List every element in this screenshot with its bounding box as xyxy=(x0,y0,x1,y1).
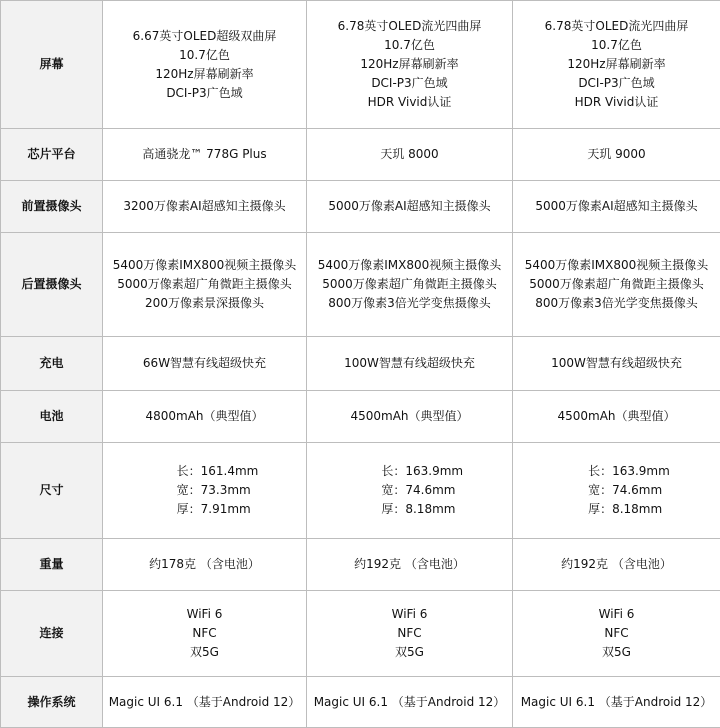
cell-model-3 xyxy=(513,677,720,728)
cell-model-2 xyxy=(307,1,513,129)
cell-model-2 xyxy=(307,539,513,591)
cell-line: NFC xyxy=(105,624,304,643)
row-front-camera xyxy=(1,181,720,233)
cell-model-2 xyxy=(307,233,513,337)
cell-line: 6.67英寸OLED超级双曲屏 xyxy=(105,27,304,46)
cell-model-3 xyxy=(513,181,720,233)
row-label: 操作系统 xyxy=(1,677,103,728)
cell-line: HDR Vivid认证 xyxy=(515,93,718,112)
cell-line: 800万像素3倍光学变焦摄像头 xyxy=(515,294,718,313)
cell-line: 天玑 8000 xyxy=(309,145,510,164)
cell-line: 3200万像素AI超感知主摄像头 xyxy=(105,197,304,216)
cell-line: 66W智慧有线超级快充 xyxy=(105,354,304,373)
cell-line: 100W智慧有线超级快充 xyxy=(309,354,510,373)
cell-model-1 xyxy=(103,677,307,728)
cell-line: 约192克 （含电池） xyxy=(309,555,510,574)
row-connectivity xyxy=(1,591,720,677)
cell-model-1 xyxy=(103,181,307,233)
row-label: 屏幕 xyxy=(1,1,103,129)
cell-model-1 xyxy=(103,539,307,591)
cell-line: 宽：74.6mm xyxy=(515,481,718,500)
cell-line: 4800mAh（典型值） xyxy=(105,407,304,426)
cell-line: 双5G xyxy=(515,643,718,662)
cell-line: WiFi 6 xyxy=(515,605,718,624)
cell-line: 厚：7.91mm xyxy=(105,500,304,519)
cell-line: HDR Vivid认证 xyxy=(309,93,510,112)
cell-line: 6.78英寸OLED流光四曲屏 xyxy=(309,17,510,36)
cell-model-3 xyxy=(513,233,720,337)
cell-model-3 xyxy=(513,539,720,591)
cell-line: 长：163.9mm xyxy=(309,462,510,481)
cell-line: 双5G xyxy=(105,643,304,662)
cell-line: 4500mAh（典型值） xyxy=(309,407,510,426)
cell-line: 100W智慧有线超级快充 xyxy=(515,354,718,373)
cell-line: 天玑 9000 xyxy=(515,145,718,164)
cell-model-2 xyxy=(307,677,513,728)
cell-line: 5000万像素AI超感知主摄像头 xyxy=(515,197,718,216)
cell-line: DCI-P3广色域 xyxy=(515,74,718,93)
row-charging xyxy=(1,337,720,391)
row-screen xyxy=(1,1,720,129)
cell-line: 厚：8.18mm xyxy=(515,500,718,519)
cell-model-1 xyxy=(103,1,307,129)
cell-line: 宽：74.6mm xyxy=(309,481,510,500)
cell-line: DCI-P3广色域 xyxy=(309,74,510,93)
cell-line: 5000万像素超广角微距主摄像头 xyxy=(515,275,718,294)
cell-line: 10.7亿色 xyxy=(309,36,510,55)
cell-line: 200万像素景深摄像头 xyxy=(105,294,304,313)
cell-line: 宽：73.3mm xyxy=(105,481,304,500)
cell-line: 长：161.4mm xyxy=(105,462,304,481)
cell-model-3 xyxy=(513,1,720,129)
row-label: 重量 xyxy=(1,539,103,591)
cell-model-1 xyxy=(103,129,307,181)
cell-line: 5000万像素AI超感知主摄像头 xyxy=(309,197,510,216)
cell-model-1 xyxy=(103,391,307,443)
cell-line: Magic UI 6.1 （基于Android 12） xyxy=(515,693,718,712)
row-chip xyxy=(1,129,720,181)
cell-model-3 xyxy=(513,391,720,443)
row-label: 前置摄像头 xyxy=(1,181,103,233)
cell-model-3 xyxy=(513,337,720,391)
cell-model-3 xyxy=(513,129,720,181)
cell-line: 约178克 （含电池） xyxy=(105,555,304,574)
cell-model-2 xyxy=(307,591,513,677)
cell-line: 120Hz屏幕刷新率 xyxy=(105,65,304,84)
cell-line: 5400万像素IMX800视频主摄像头 xyxy=(515,256,718,275)
row-os xyxy=(1,677,720,728)
row-label: 尺寸 xyxy=(1,443,103,539)
cell-model-2 xyxy=(307,337,513,391)
cell-line: 5000万像素超广角微距主摄像头 xyxy=(309,275,510,294)
cell-line: WiFi 6 xyxy=(309,605,510,624)
row-label: 后置摄像头 xyxy=(1,233,103,337)
cell-model-3 xyxy=(513,443,720,539)
row-dimensions xyxy=(1,443,720,539)
cell-model-2 xyxy=(307,443,513,539)
cell-line: 5400万像素IMX800视频主摄像头 xyxy=(105,256,304,275)
row-weight xyxy=(1,539,720,591)
cell-model-2 xyxy=(307,129,513,181)
cell-line: 10.7亿色 xyxy=(515,36,718,55)
cell-line: WiFi 6 xyxy=(105,605,304,624)
row-label: 芯片平台 xyxy=(1,129,103,181)
cell-line: NFC xyxy=(515,624,718,643)
cell-model-2 xyxy=(307,391,513,443)
cell-model-1 xyxy=(103,443,307,539)
row-label: 连接 xyxy=(1,591,103,677)
cell-line: 120Hz屏幕刷新率 xyxy=(309,55,510,74)
cell-line: 约192克 （含电池） xyxy=(515,555,718,574)
cell-line: 4500mAh（典型值） xyxy=(515,407,718,426)
row-label: 充电 xyxy=(1,337,103,391)
cell-line: 5000万像素超广角微距主摄像头 xyxy=(105,275,304,294)
cell-line: 6.78英寸OLED流光四曲屏 xyxy=(515,17,718,36)
cell-line: Magic UI 6.1 （基于Android 12） xyxy=(309,693,510,712)
row-label: 电池 xyxy=(1,391,103,443)
cell-line: 120Hz屏幕刷新率 xyxy=(515,55,718,74)
cell-line: NFC xyxy=(309,624,510,643)
row-battery xyxy=(1,391,720,443)
cell-line: 10.7亿色 xyxy=(105,46,304,65)
cell-model-3 xyxy=(513,591,720,677)
cell-model-1 xyxy=(103,233,307,337)
cell-line: 高通骁龙™ 778G Plus xyxy=(105,145,304,164)
cell-model-2 xyxy=(307,181,513,233)
cell-line: 双5G xyxy=(309,643,510,662)
cell-line: 长：163.9mm xyxy=(515,462,718,481)
cell-model-1 xyxy=(103,591,307,677)
row-rear-camera xyxy=(1,233,720,337)
cell-line: Magic UI 6.1 （基于Android 12） xyxy=(105,693,304,712)
cell-line: 800万像素3倍光学变焦摄像头 xyxy=(309,294,510,313)
cell-model-1 xyxy=(103,337,307,391)
cell-line: 5400万像素IMX800视频主摄像头 xyxy=(309,256,510,275)
cell-line: 厚：8.18mm xyxy=(309,500,510,519)
cell-line: DCI-P3广色域 xyxy=(105,84,304,103)
